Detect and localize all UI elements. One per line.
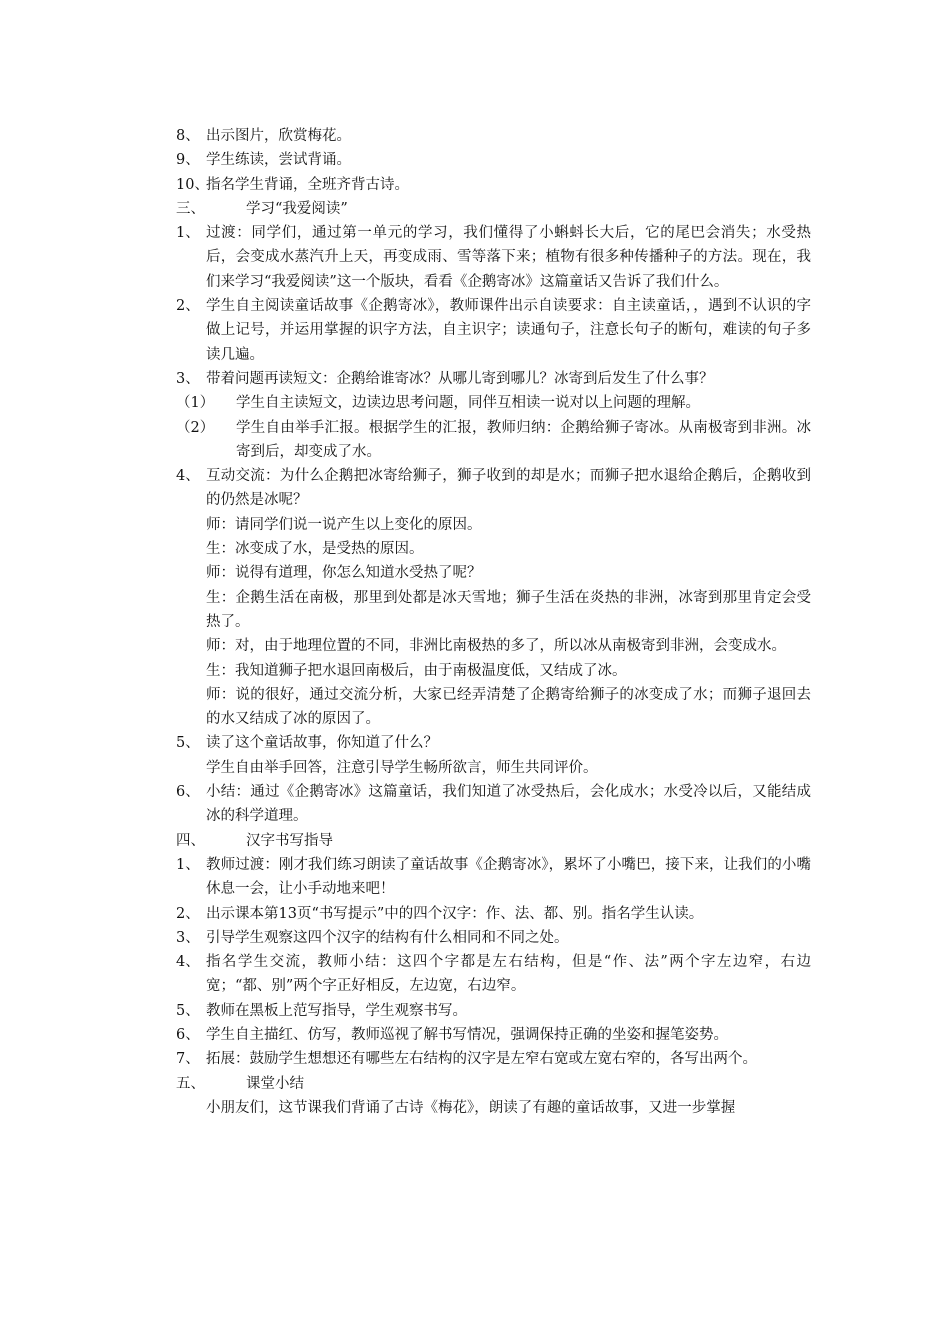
item-number: 4、 bbox=[176, 954, 200, 971]
dialogue-line: 师：说的很好，通过交流分析，大家已经弄清楚了企鹅寄给狮子的冰变成了水；而狮子退回去的水又结成了冰的原因了。 bbox=[206, 686, 811, 728]
dialogue-line: 生：冰变成了水，是受热的原因。 bbox=[206, 541, 424, 558]
item-number: 4、 bbox=[176, 468, 200, 485]
item-number: 6、 bbox=[176, 784, 200, 801]
list-item bbox=[176, 173, 811, 197]
item-text: 学生自由举手汇报。根据学生的汇报，教师归纳：企鹅给狮子寄冰。从南极寄到非洲。冰寄到后，却变成了水。 bbox=[236, 419, 811, 460]
list-item bbox=[176, 731, 811, 755]
list-item bbox=[176, 853, 811, 902]
sub-list-item bbox=[176, 391, 811, 415]
dialogue-line: 生：企鹅生活在南极，那里到处都是冰天雪地；狮子生活在炎热的非洲，冰寄到那里肯定会受热了。 bbox=[206, 589, 811, 630]
item-text: 指名学生交流，教师小结：这四个字都是左右结构，但是“作、法”两个字左边窄，右边宽；“都、别”两个字正好相反，左边宽，右边窄。 bbox=[206, 954, 811, 995]
item-number: 三、 bbox=[176, 200, 205, 217]
item-text: 小结：通过《企鹅寄冰》这篇童话，我们知道了冰受热后，会化成水；水受冷以后，又能结成冰的科学道理。 bbox=[206, 784, 811, 825]
list-item bbox=[176, 1047, 811, 1071]
item-text: 指名学生背诵，全班齐背古诗。 bbox=[206, 176, 409, 193]
list-item bbox=[176, 221, 811, 294]
item-text: 出示图片，欣赏梅花。 bbox=[206, 128, 351, 144]
lesson-plan-body bbox=[176, 124, 811, 1120]
list-item bbox=[176, 464, 811, 513]
dialogue-line: 学生自由举手回答，注意引导学生畅所欲言，师生共同评价。 bbox=[206, 759, 598, 776]
item-text: 学生自主阅读童话故事《企鹅寄冰》，教师课件出示自读要求：自主读童话，，遇到不认识的字做上记号，并运用掌握的识字方法，自主识字；读通句子，注意长句子的断句，难读的句子多读几遍。 bbox=[206, 298, 811, 363]
item-number: 1、 bbox=[176, 856, 200, 873]
section-heading bbox=[176, 197, 811, 221]
item-text: 出示课本第13页“书写提示”中的四个汉字：作、法、都、别。指名学生认读。 bbox=[206, 905, 704, 922]
item-number: 9、 bbox=[176, 152, 200, 169]
list-item bbox=[176, 950, 811, 999]
item-text: 学生自主描红、仿写，教师巡视了解书写情况，强调保持正确的坐姿和握笔姿势。 bbox=[206, 1026, 728, 1043]
list-item bbox=[176, 148, 811, 172]
item-text: 读了这个童话故事，你知道了什么？ bbox=[206, 735, 438, 752]
item-text: 教师过渡：刚才我们练习朗读了童话故事《企鹅寄冰》，累坏了小嘴巴，接下来，让我们的小嘴休息一会，让小手动地来吧！ bbox=[206, 856, 811, 898]
item-text: 学生自主读短文，边读边思考问题，同伴互相读一说对以上问题的理解。 bbox=[236, 395, 700, 412]
section-heading bbox=[176, 829, 811, 853]
dialogue-line: 生：我知道狮子把水退回南极后，由于南极温度低，又结成了冰。 bbox=[206, 662, 627, 679]
item-text: 引导学生观察这四个汉字的结构有什么相同和不同之处。 bbox=[206, 929, 569, 946]
item-number: 5、 bbox=[176, 735, 200, 752]
item-number: 2、 bbox=[176, 298, 200, 315]
item-number: （1） bbox=[176, 395, 215, 412]
item-number: 3、 bbox=[176, 929, 200, 946]
item-number: 3、 bbox=[176, 370, 200, 387]
list-item bbox=[176, 926, 811, 950]
item-text: 学生练读，尝试背诵。 bbox=[206, 152, 351, 169]
list-item bbox=[176, 902, 811, 926]
item-text: 教师在黑板上范写指导，学生观察书写。 bbox=[206, 1002, 467, 1019]
list-item bbox=[176, 367, 811, 391]
item-number: 6、 bbox=[176, 1026, 200, 1043]
item-number: 8、 bbox=[176, 128, 200, 144]
item-number: 5、 bbox=[176, 1002, 200, 1019]
list-item bbox=[176, 1023, 811, 1047]
item-text: 课堂小结 bbox=[246, 1075, 304, 1092]
list-item bbox=[176, 294, 811, 367]
dialogue-line: 师：对，由于地理位置的不同，非洲比南极热的多了，所以冰从南极寄到非洲，会变成水。 bbox=[206, 638, 786, 655]
item-number: 2、 bbox=[176, 905, 200, 922]
item-number: 10、 bbox=[176, 176, 209, 193]
item-text: 互动交流：为什么企鹅把冰寄给狮子，狮子收到的却是水；而狮子把水退给企鹅后，企鹅收到的仍然是冰呢？ bbox=[206, 468, 811, 509]
section-heading bbox=[176, 1072, 811, 1096]
list-item bbox=[176, 780, 811, 829]
list-item bbox=[176, 999, 811, 1023]
list-item bbox=[176, 124, 811, 148]
dialogue-line: 师：说得有道理，你怎么知道水受热了呢？ bbox=[206, 565, 482, 582]
item-text: 带着问题再读短文：企鹅给谁寄冰？从哪儿寄到哪儿？冰寄到后发生了什么事？ bbox=[206, 370, 714, 387]
item-number: 7、 bbox=[176, 1051, 200, 1068]
item-text: 拓展：鼓励学生想想还有哪些左右结构的汉字是左窄右宽或左宽右窄的，各写出两个。 bbox=[206, 1051, 757, 1068]
item-text: 过渡：同学们，通过第一单元的学习，我们懂得了小蝌蚪长大后，它的尾巴会消失；水受热后，会变成水蒸汽升上天，再变成雨、雪等落下来；植物有很多种传播种子的方法。现在，我们来学习“我爱阅读”这一个版块，看看《企鹅寄冰》这篇童话又告诉了我们什么。 bbox=[206, 225, 811, 290]
item-number: （2） bbox=[176, 419, 215, 436]
summary-paragraph: 小朋友们，这节课我们背诵了古诗《梅花》，朗读了有趣的童话故事，又进一步掌握 bbox=[206, 1099, 736, 1116]
item-number: 五、 bbox=[176, 1075, 205, 1092]
item-number: 1、 bbox=[176, 225, 200, 242]
sub-list-item bbox=[176, 416, 811, 465]
item-number: 四、 bbox=[176, 832, 205, 849]
dialogue-line: 师：请同学们说一说产生以上变化的原因。 bbox=[206, 516, 482, 533]
item-text: 汉字书写指导 bbox=[246, 832, 333, 849]
item-text: 学习“我爱阅读” bbox=[246, 200, 348, 217]
